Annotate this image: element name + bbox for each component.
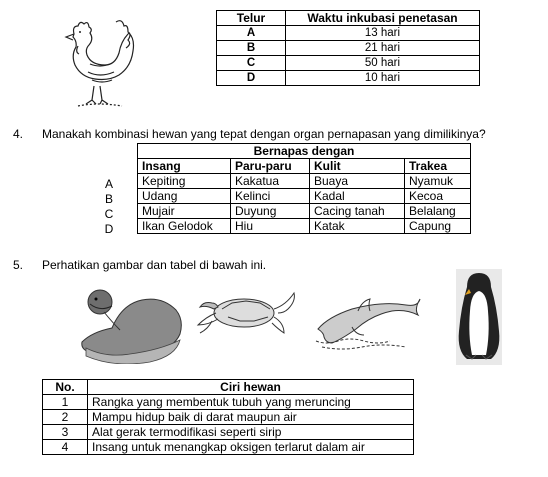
cell-skin: Kadal <box>310 189 405 204</box>
option-d[interactable]: D <box>104 222 114 236</box>
cell-trachea: Kecoa <box>405 189 471 204</box>
group-header: Bernapas dengan <box>138 144 471 159</box>
table-row <box>217 26 480 41</box>
question-5-number: 5. <box>13 258 24 272</box>
question-4-number: 4. <box>13 127 24 141</box>
cell-gills: Mujair <box>138 204 231 219</box>
column-trachea: Trakea <box>405 159 471 174</box>
cell-lungs: Duyung <box>231 204 310 219</box>
cell-lungs: Kelinci <box>231 189 310 204</box>
characteristic-text: Rangka yang membentuk tubuh yang meruncing <box>88 395 414 410</box>
egg-label: C <box>217 56 286 71</box>
incubation-time: 50 hari <box>286 56 480 71</box>
characteristics-table <box>42 379 414 455</box>
egg-label: A <box>217 26 286 41</box>
table-row <box>217 41 480 56</box>
header-characteristic: Ciri hewan <box>88 380 414 395</box>
option-b[interactable]: B <box>104 192 113 206</box>
characteristic-text: Mampu hidup baik di darat maupun air <box>88 410 414 425</box>
cell-skin: Cacing tanah <box>310 204 405 219</box>
cell-skin: Buaya <box>310 174 405 189</box>
question-4-text: Manakah kombinasi hewan yang tepat dengan organ pernapasan yang dimilikinya? <box>42 127 486 141</box>
table-row <box>43 440 414 455</box>
table-row <box>43 395 414 410</box>
option-c[interactable]: C <box>104 207 114 221</box>
turtle-image <box>192 283 300 341</box>
option-a[interactable]: A <box>104 177 113 191</box>
table-row <box>138 204 471 219</box>
table-row <box>43 425 414 440</box>
cell-skin: Katak <box>310 219 405 234</box>
column-gills: Insang <box>138 159 231 174</box>
cell-lungs: Hiu <box>231 219 310 234</box>
respiration-table <box>137 143 471 234</box>
cell-lungs: Kakatua <box>231 174 310 189</box>
table-row <box>138 174 471 189</box>
cell-gills: Udang <box>138 189 231 204</box>
cell-gills: Kepiting <box>138 174 231 189</box>
penguin-image <box>456 269 502 365</box>
dolphin-image <box>312 289 424 357</box>
cell-trachea: Capung <box>405 219 471 234</box>
characteristic-text: Insang untuk menangkap oksigen terlarut dalam air <box>88 440 414 455</box>
header-no: No. <box>43 380 88 395</box>
column-lungs: Paru-paru <box>231 159 310 174</box>
cell-trachea: Belalang <box>405 204 471 219</box>
incubation-time: 13 hari <box>286 26 480 41</box>
question-5-text: Perhatikan gambar dan tabel di bawah ini. <box>42 258 267 272</box>
header-incubation-time: Waktu inkubasi penetasan <box>286 11 480 26</box>
egg-label: B <box>217 41 286 56</box>
table-row <box>217 71 480 86</box>
table-row <box>217 56 480 71</box>
row-number: 4 <box>43 440 88 455</box>
hen-image <box>52 12 142 112</box>
incubation-time: 21 hari <box>286 41 480 56</box>
row-number: 3 <box>43 425 88 440</box>
row-number: 1 <box>43 395 88 410</box>
incubation-table <box>216 10 480 86</box>
table-row <box>43 410 414 425</box>
table-row <box>138 219 471 234</box>
cell-trachea: Nyamuk <box>405 174 471 189</box>
incubation-time: 10 hari <box>286 71 480 86</box>
header-egg: Telur <box>217 11 286 26</box>
cell-gills: Ikan Gelodok <box>138 219 231 234</box>
seal-image <box>76 282 186 364</box>
row-number: 2 <box>43 410 88 425</box>
column-skin: Kulit <box>310 159 405 174</box>
characteristic-text: Alat gerak termodifikasi seperti sirip <box>88 425 414 440</box>
egg-label: D <box>217 71 286 86</box>
table-row <box>138 189 471 204</box>
